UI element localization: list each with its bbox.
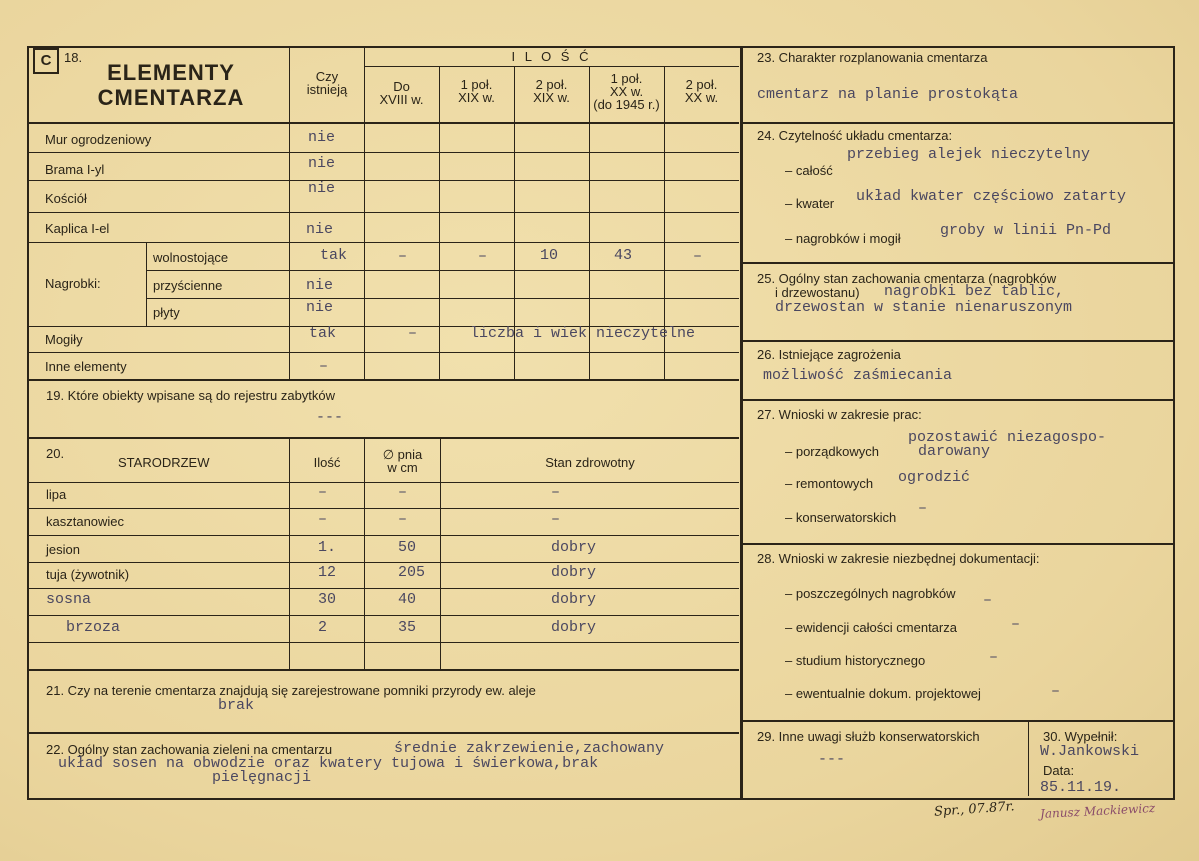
s27-porz-label: – porządkowych [785, 444, 879, 459]
row-label-inne: Inne elementy [45, 359, 127, 374]
s30-date: 85.11.19. [1040, 779, 1122, 796]
s24-kwater-label: – kwater [785, 196, 835, 211]
value-inne: – [319, 358, 329, 375]
s27-rem-label: – remontowych [785, 476, 874, 491]
s28-item-3-label: – studium historycznego [785, 653, 926, 668]
s20-diam-header: ∅ pnia w cm [382, 447, 423, 475]
tree-diam: 50 [398, 539, 417, 556]
s28-item-1-label: – poszczególnych nagrobków [785, 586, 956, 601]
s20-title: STARODRZEW [118, 455, 210, 470]
col-exists-header: Czy istnieją [306, 69, 348, 97]
s24-kwater-value: układ kwater częściowo zatarty [856, 188, 1127, 205]
value-kaplica: nie [306, 221, 334, 238]
s30-name: W.Jankowski [1040, 743, 1140, 760]
s18-number: 18. [64, 50, 83, 65]
tree-qty: – [318, 511, 328, 528]
tree-diam: – [398, 511, 408, 528]
s22-value-1: średnie zakrzewienie,zachowany [394, 740, 665, 757]
tree-qty: 12 [318, 564, 337, 581]
tree-health: – [551, 484, 561, 501]
value-mogily-p1: – [408, 325, 418, 342]
tree-qty: – [318, 484, 328, 501]
ilosc-header: I L O Ś Ć [511, 49, 592, 64]
row-label-mogily: Mogiły [45, 332, 83, 347]
s23-label: 23. Charakter rozplanowania cmentarza [757, 50, 988, 65]
tree-name: lipa [46, 487, 67, 502]
s25-value-1: nagrobki bez tablic, [884, 283, 1065, 300]
s25-label-1: 25. Ogólny stan zachowania cmentarza (nagrobków [757, 271, 1057, 286]
s24-nagr-label: – nagrobków i mogił [785, 231, 901, 246]
s20-health-header: Stan zdrowotny [545, 455, 635, 470]
s18-title-1: ELEMENTY [107, 60, 235, 85]
s27-rem-value: ogrodzić [898, 469, 971, 486]
value-wolno-p3: 10 [540, 247, 559, 264]
row-label-brama: Brama I-yl [45, 162, 105, 177]
s25-label-2: i drzewostanu) [775, 285, 860, 300]
s27-kons-value: – [918, 500, 928, 517]
s28-item-1-value: – [983, 592, 993, 609]
s26-label: 26. Istniejące zagrożenia [757, 347, 901, 362]
value-wolno-p5: – [693, 248, 703, 265]
s21-label: 21. Czy na terenie cmentarza znajdują się zarejestrowane pomniki przyrody ew. aleje [46, 683, 536, 698]
value-mogily-note: liczba i wiek nieczytelne [470, 325, 696, 342]
row-label-kosciol: Kościół [45, 191, 87, 206]
s22-label: 22. Ogólny stan zachowania zieleni na cmentarzu [46, 742, 333, 757]
tree-qty: 1. [318, 539, 337, 556]
tree-name: jesion [46, 542, 80, 557]
s28-item-3-value: – [989, 649, 999, 666]
s22-value-2: układ sosen na obwodzie oraz kwatery tujowa i świerkowa,brak [58, 755, 599, 772]
value-mur: nie [308, 129, 336, 146]
value-wolno-p2: – [478, 248, 488, 265]
tree-diam: 40 [398, 591, 417, 608]
s20-qty-header: Ilość [313, 455, 341, 470]
period-header-4: 1 poł. XX w. (do 1945 r.) [593, 71, 660, 112]
period-header-2: 1 poł. XIX w. [458, 77, 495, 105]
s19-value: --- [316, 409, 344, 426]
s24-label: 24. Czytelność układu cmentarza: [757, 128, 953, 143]
s28-item-2-value: – [1011, 616, 1021, 633]
s28-item-4-value: – [1051, 683, 1061, 700]
value-brama: nie [308, 155, 336, 172]
row-label-kaplica: Kaplica I-el [45, 221, 110, 236]
s28-label: 28. Wnioski w zakresie niezbędnej dokumentacji: [757, 551, 1040, 566]
s18-title-2: CMENTARZA [97, 85, 245, 110]
s28-item-4-label: – ewentualnie dokum. projektowej [785, 686, 981, 701]
row-label-przyscienne: przyścienne [153, 278, 223, 293]
tree-qty: 2 [318, 619, 328, 636]
period-header-1: Do XVIII w. [379, 79, 424, 107]
s27-porz-value-1: pozostawić niezagospo- [908, 429, 1107, 446]
tree-health: dobry [551, 564, 597, 581]
tree-diam: 205 [398, 564, 426, 581]
value-mogily: tak [309, 325, 337, 342]
tree-diam: 35 [398, 619, 417, 636]
value-wolnostojace: tak [320, 247, 348, 264]
section-letter-box: C [33, 48, 59, 74]
row-label-nagrobki: Nagrobki: [45, 276, 101, 291]
footer-checker-name: Janusz Mackiewicz [1039, 800, 1156, 822]
tree-name: brzoza [66, 619, 121, 636]
value-kosciol: nie [308, 180, 336, 197]
s30-date-label: Data: [1043, 763, 1075, 778]
s24-calosc-label: – całość [785, 163, 833, 178]
s26-value: możliwość zaśmiecania [763, 367, 953, 384]
tree-qty: 30 [318, 591, 337, 608]
s29-label: 29. Inne uwagi służb konserwatorskich [757, 729, 980, 744]
s21-value: brak [218, 697, 255, 714]
tree-diam: – [398, 484, 408, 501]
s24-nagr-value: groby w linii Pn-Pd [940, 222, 1112, 239]
value-wolno-p1: – [398, 248, 408, 265]
tree-health: dobry [551, 591, 597, 608]
s27-kons-label: – konserwatorskich [785, 510, 897, 525]
tree-health: dobry [551, 539, 597, 556]
period-header-5: 2 poł. XX w. [684, 77, 719, 105]
tree-health: – [551, 511, 561, 528]
tree-health: dobry [551, 619, 597, 636]
value-wolno-p4: 43 [614, 247, 633, 264]
s27-label: 27. Wnioski w zakresie prac: [757, 407, 922, 422]
s20-number: 20. [46, 446, 65, 461]
row-label-mur: Mur ogrodzeniowy [45, 132, 152, 147]
value-plyty: nie [306, 299, 334, 316]
tree-name: sosna [46, 591, 92, 608]
row-label-wolnostojace: wolnostojące [153, 250, 229, 265]
footer-check-note: Spr., 07.87r. [933, 799, 1015, 820]
tree-name: kasztanowiec [46, 514, 125, 529]
s29-value: --- [818, 751, 846, 768]
s30-label: 30. Wypełnił: [1043, 729, 1118, 744]
value-przyscienne: nie [306, 277, 334, 294]
s25-value-2: drzewostan w stanie nienaruszonym [775, 299, 1073, 316]
s24-calosc-value: przebieg alejek nieczytelny [847, 146, 1091, 163]
s19-label: 19. Które obiekty wpisane są do rejestru zabytków [46, 388, 336, 403]
s22-value-3: pielęgnacji [212, 769, 312, 786]
s28-item-2-label: – ewidencji całości cmentarza [785, 620, 957, 635]
row-label-plyty: płyty [153, 305, 180, 320]
s27-porz-value-2: darowany [918, 443, 991, 460]
s23-value: cmentarz na planie prostokąta [757, 86, 1019, 103]
period-header-3: 2 poł. XIX w. [533, 77, 570, 105]
tree-name: tuja (żywotnik) [46, 567, 130, 582]
